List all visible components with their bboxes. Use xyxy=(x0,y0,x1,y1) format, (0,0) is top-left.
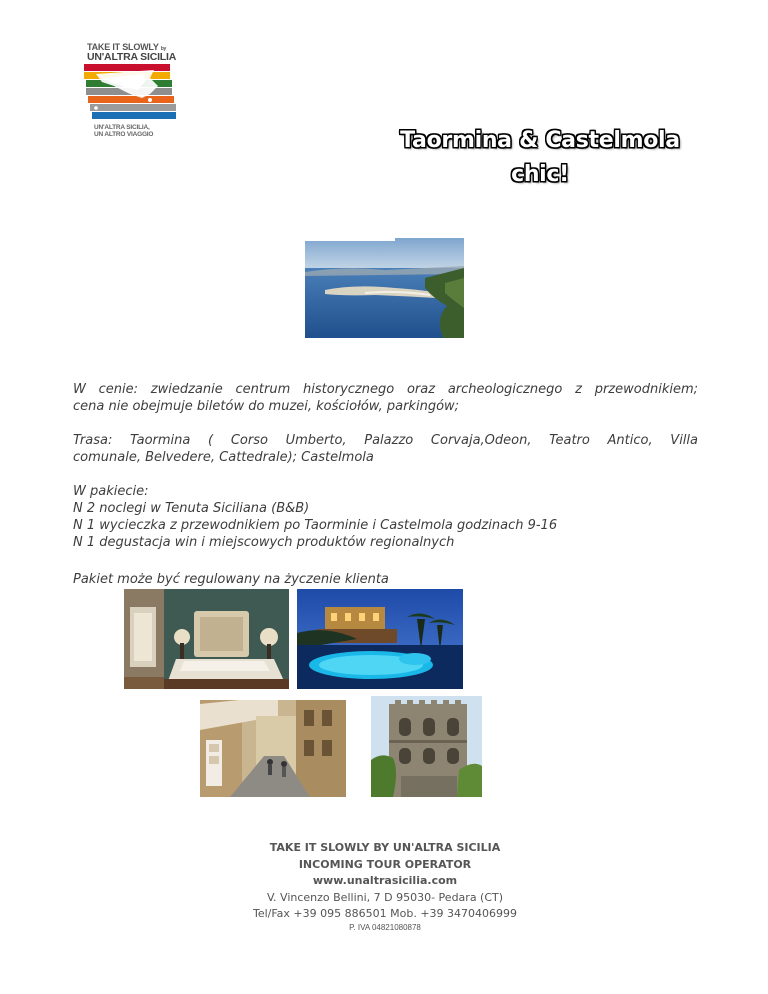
pool-night-photo xyxy=(297,589,463,689)
included-line-1: W cenie: zwiedzanie centrum historycznego oraz archeologicznego z przewodnikiem; xyxy=(73,382,698,397)
company-logo xyxy=(84,42,176,142)
logo-line-2: UN'ALTRA SICILIA xyxy=(87,51,177,63)
footer-website-link[interactable]: www.unaltrasicilia.com xyxy=(312,874,458,887)
footer-vat: P. IVA 04821080878 xyxy=(349,922,421,932)
page-title-line-1: Taormina & Castelmola xyxy=(400,128,680,153)
package-item-1: N 2 noclegi w Tenuta Siciliana (B&B) xyxy=(73,501,310,516)
package-section xyxy=(73,483,698,551)
logo-tagline-1: UN'ALTRA SICILIA, xyxy=(94,124,150,131)
logo-tagline-2: UN ALTRO VIAGGIO xyxy=(94,131,154,138)
footer xyxy=(180,840,590,933)
street-photo xyxy=(200,696,346,797)
package-item-3: N 1 degustacja win i miejscowych produktów regionalnych xyxy=(73,535,455,550)
package-item-2: N 1 wycieczka z przewodnikiem po Taorminie i Castelmola godzinach 9-16 xyxy=(73,518,558,533)
logo-line-1: TAKE IT SLOWLY by xyxy=(87,42,167,52)
route-line-2: comunale, Belvedere, Cattedrale); Castelmola xyxy=(73,450,374,465)
footer-address: V. Vincenzo Bellini, 7 D 95030- Pedara (CT) xyxy=(266,890,504,904)
coastline-photo xyxy=(305,238,464,338)
included-paragraph xyxy=(73,381,698,415)
footer-phone: Tel/Fax +39 095 886501 Mob. +39 3470406999 xyxy=(252,907,518,920)
custom-note: Pakiet może być regulowany na życzenie klienta xyxy=(73,572,389,587)
logo-stripes-graphic xyxy=(84,64,176,124)
footer-type: INCOMING TOUR OPERATOR xyxy=(298,857,472,871)
page-title-line-2: chic! xyxy=(511,162,569,187)
package-heading: W pakiecie: xyxy=(73,484,149,499)
hotel-room-photo xyxy=(124,589,289,689)
route-paragraph xyxy=(73,432,698,466)
included-line-2: cena nie obejmuje biletów do muzei, kościołów, parkingów; xyxy=(73,399,460,414)
footer-company: TAKE IT SLOWLY BY UN'ALTRA SICILIA xyxy=(269,841,501,854)
palazzo-photo xyxy=(371,696,482,797)
route-line-1: Trasa: Taormina ( Corso Umberto, Palazzo Corvaja,Odeon, Teatro Antico, Villa xyxy=(73,433,698,448)
